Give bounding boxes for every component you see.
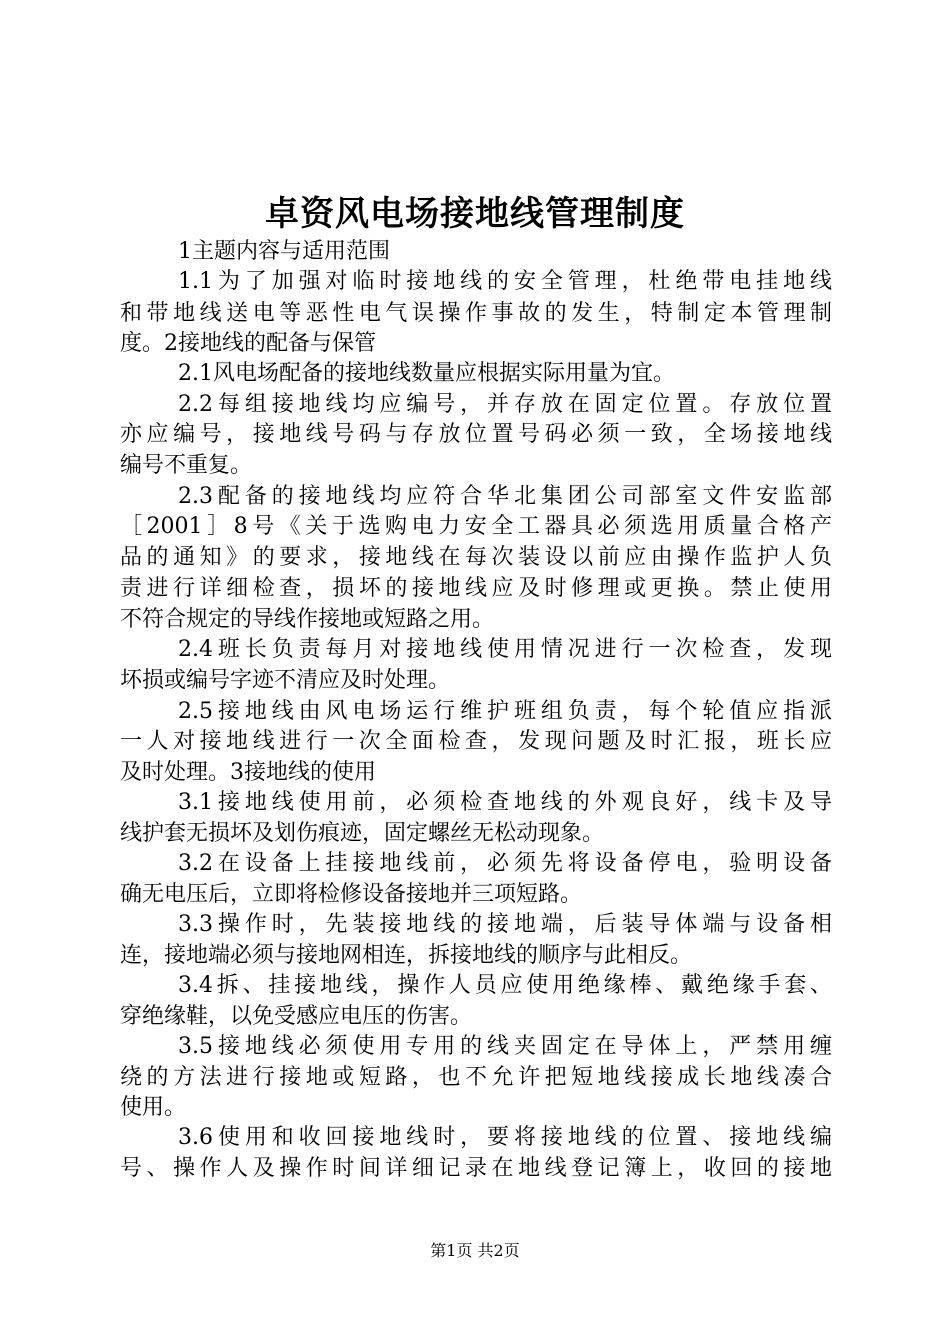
text-line: 度。2接地线的配备与保管 — [120, 331, 376, 356]
text-line: 坏损或编号字迹不清应及时处理。 — [120, 668, 451, 693]
text-line: 3.4拆、挂接地线，操作人员应使用绝缘棒、戴绝缘手套、 — [178, 973, 832, 998]
text-line: 确无电压后，立即将检修设备接地并三项短路。 — [120, 882, 583, 907]
text-line: 不符合规定的导线作接地或短路之用。 — [120, 607, 495, 632]
text-line: 号、操作人及操作时间详细记录在地线登记簿上，收回的接地 — [120, 1156, 832, 1181]
text-line: 3.6使用和收回接地线时，要将接地线的位置、接地线编 — [178, 1125, 832, 1150]
text-line: 编号不重复。 — [120, 453, 253, 478]
text-line: 亦应编号，接地线号码与存放位置号码必须一致，全场接地线 — [120, 422, 832, 447]
text-line: 3.5接地线必须使用专用的线夹固定在导体上，严禁用缠 — [178, 1034, 832, 1059]
text-line: 2.4班长负责每月对接地线使用情况进行一次检查，发现 — [178, 637, 832, 662]
text-line: 责进行详细检查，损坏的接地线应及时修理或更换。禁止使用 — [120, 576, 832, 601]
text-line: 连，接地端必须与接地网相连，拆接地线的顺序与此相反。 — [120, 943, 693, 968]
text-line: 3.1接地线使用前，必须检查地线的外观良好，线卡及导 — [178, 790, 832, 815]
page-footer: 第1页 共2页 — [430, 1241, 520, 1260]
text-line: 2.1风电场配备的接地线数量应根据实际用量为宜。 — [178, 361, 675, 386]
text-line: 3.3操作时，先装接地线的接地端，后装导体端与设备相 — [178, 912, 832, 937]
text-line: 2.2每组接地线均应编号，并存放在固定位置。存放位置 — [178, 392, 832, 417]
text-line: ［2001］8号《关于选购电力安全工器具必须选用质量合格产 — [120, 514, 832, 539]
document-title: 卓资风电场接地线管理制度 — [265, 194, 685, 234]
text-line: 绕的方法进行接地或短路，也不允许把短地线接成长地线凑合 — [120, 1065, 832, 1090]
text-line: 线护套无损坏及划伤痕迹，固定螺丝无松动现象。 — [120, 821, 605, 846]
text-line: 2.5接地线由风电场运行维护班组负责，每个轮值应指派 — [178, 699, 832, 724]
text-line: 使用。 — [120, 1095, 187, 1120]
text-line: 一人对接地线进行一次全面检查，发现问题及时汇报，班长应 — [120, 729, 832, 754]
text-line: 3.2在设备上挂接地线前，必须先将设备停电，验明设备 — [178, 851, 832, 876]
text-line: 及时处理。3接地线的使用 — [120, 760, 376, 785]
text-line: 1主题内容与适用范围 — [178, 239, 390, 264]
text-line: 2.3配备的接地线均应符合华北集团公司部室文件安监部 — [178, 484, 832, 509]
text-line: 品的通知》的要求，接地线在每次装设以前应由操作监护人负 — [120, 545, 832, 570]
text-line: 穿绝缘鞋，以免受感应电压的伤害。 — [120, 1004, 473, 1029]
text-line: 1.1为了加强对临时接地线的安全管理，杜绝带电挂地线 — [178, 269, 832, 294]
text-line: 和带地线送电等恶性电气误操作事故的发生，特制定本管理制 — [120, 301, 832, 326]
